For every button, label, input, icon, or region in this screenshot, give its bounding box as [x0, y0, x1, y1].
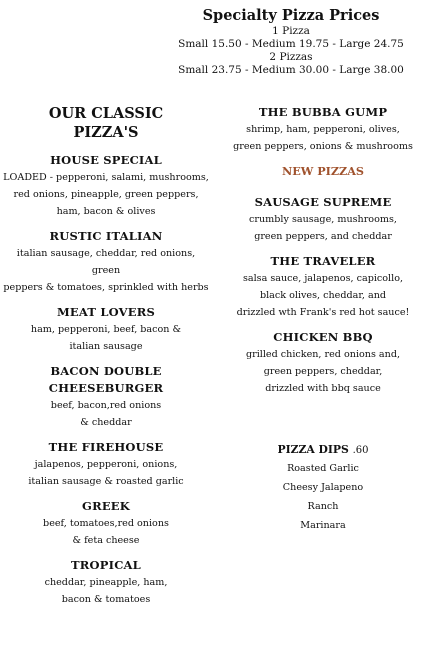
item-name: CHICKEN BBQ	[273, 330, 373, 344]
item-desc-line: beef, bacon,red onions	[50, 400, 162, 411]
item-desc-line: italian sausage	[69, 341, 143, 352]
dip-item: Roasted Garlic	[287, 463, 359, 474]
menu-item-bacon-double-cheeseburger	[2, 363, 210, 431]
menu-item-tropical	[2, 557, 210, 608]
two-pizzas-prices: Small 23.75 - Medium 30.00 - Large 38.00	[178, 64, 404, 76]
item-name: TROPICAL	[71, 558, 141, 572]
classic-pizzas-heading	[2, 104, 210, 142]
dip-item: Ranch	[307, 501, 339, 512]
item-name: SAUSAGE SUPREME	[254, 195, 392, 209]
item-desc-line: black olives, cheddar, and	[259, 290, 387, 301]
classic-pizzas-column	[2, 104, 210, 616]
menu-item-the-bubba-gump	[222, 104, 424, 155]
item-name: CHEESEBURGER	[48, 381, 164, 395]
item-desc-line: green peppers, cheddar,	[263, 366, 383, 377]
item-desc-line: green peppers, and cheddar	[254, 231, 392, 242]
item-desc-line: salsa sauce, jalapenos, capicollo,	[242, 273, 404, 284]
menu-item-meat-lovers	[2, 304, 210, 355]
item-desc-line: grilled chicken, red onions and,	[245, 349, 401, 360]
new-pizzas-heading: NEW PIZZAS	[282, 164, 364, 178]
menu-item-rustic-italian	[2, 228, 210, 296]
new-pizzas-column	[222, 104, 424, 535]
item-desc-line: shrimp, ham, pepperoni, olives,	[246, 124, 400, 135]
item-desc-line: LOADED - pepperoni, salami, mushrooms,	[3, 172, 209, 183]
pizza-dips-price: .60	[352, 445, 369, 456]
item-desc-line: red onions, pineapple, green peppers,	[13, 189, 199, 200]
item-desc-line: beef, tomatoes,red onions	[43, 518, 169, 529]
item-desc-line: peppers & tomatoes, sprinkled with herbs	[3, 282, 209, 293]
menu-item-the-firehouse	[2, 439, 210, 490]
spacer	[222, 405, 424, 441]
item-desc-line: italian sausage, cheddar, red onions, green	[16, 248, 196, 276]
pizza-dips-section	[222, 441, 424, 535]
menu-item-chicken-bbq	[222, 329, 424, 397]
item-name: HOUSE SPECIAL	[50, 153, 162, 167]
item-desc-line: ham, pepperoni, beef, bacon &	[30, 324, 182, 335]
dip-item: Marinara	[300, 520, 346, 531]
pizza-dips-label: PIZZA DIPS	[277, 443, 349, 456]
two-pizzas-label: 2 Pizzas	[269, 51, 313, 63]
item-desc-line: drizzled with bbq sauce	[265, 383, 381, 394]
item-desc-line: & feta cheese	[72, 535, 140, 546]
price-header	[160, 6, 422, 77]
one-pizza-label: 1 Pizza	[272, 25, 310, 37]
item-desc-line: bacon & tomatoes	[61, 594, 151, 605]
menu-item-the-traveler	[222, 253, 424, 321]
heading-line: OUR CLASSIC	[48, 105, 164, 122]
item-desc-line: ham, bacon & olives	[56, 206, 156, 217]
dip-item: Cheesy Jalapeno	[282, 482, 364, 493]
menu-item-greek	[2, 498, 210, 549]
item-name: THE TRAVELER	[270, 254, 376, 268]
heading-line: PIZZA'S	[73, 124, 139, 141]
item-desc-line: italian sausage & roasted garlic	[28, 476, 184, 487]
item-name: THE BUBBA GUMP	[258, 105, 388, 119]
item-desc-line: green peppers, onions & mushrooms	[233, 141, 413, 152]
menu-item-sausage-supreme	[222, 194, 424, 245]
item-name: RUSTIC ITALIAN	[49, 229, 163, 243]
item-name: GREEK	[82, 499, 130, 513]
pizza-dips-title	[222, 441, 424, 459]
item-desc-line: crumbly sausage, mushrooms,	[249, 214, 397, 225]
item-name: MEAT LOVERS	[56, 305, 155, 319]
item-name: THE FIREHOUSE	[48, 440, 164, 454]
item-name: BACON DOUBLE	[50, 364, 162, 378]
one-pizza-prices: Small 15.50 - Medium 19.75 - Large 24.75	[178, 38, 404, 50]
price-title: Specialty Pizza Prices	[202, 7, 380, 24]
menu-item-house-special	[2, 152, 210, 220]
item-desc-line: drizzled wth Frank's red hot sauce!	[236, 307, 410, 318]
item-desc-line: cheddar, pineapple, ham,	[44, 577, 168, 588]
item-desc-line: & cheddar	[80, 417, 132, 428]
item-desc-line: jalapenos, pepperoni, onions,	[34, 459, 178, 470]
